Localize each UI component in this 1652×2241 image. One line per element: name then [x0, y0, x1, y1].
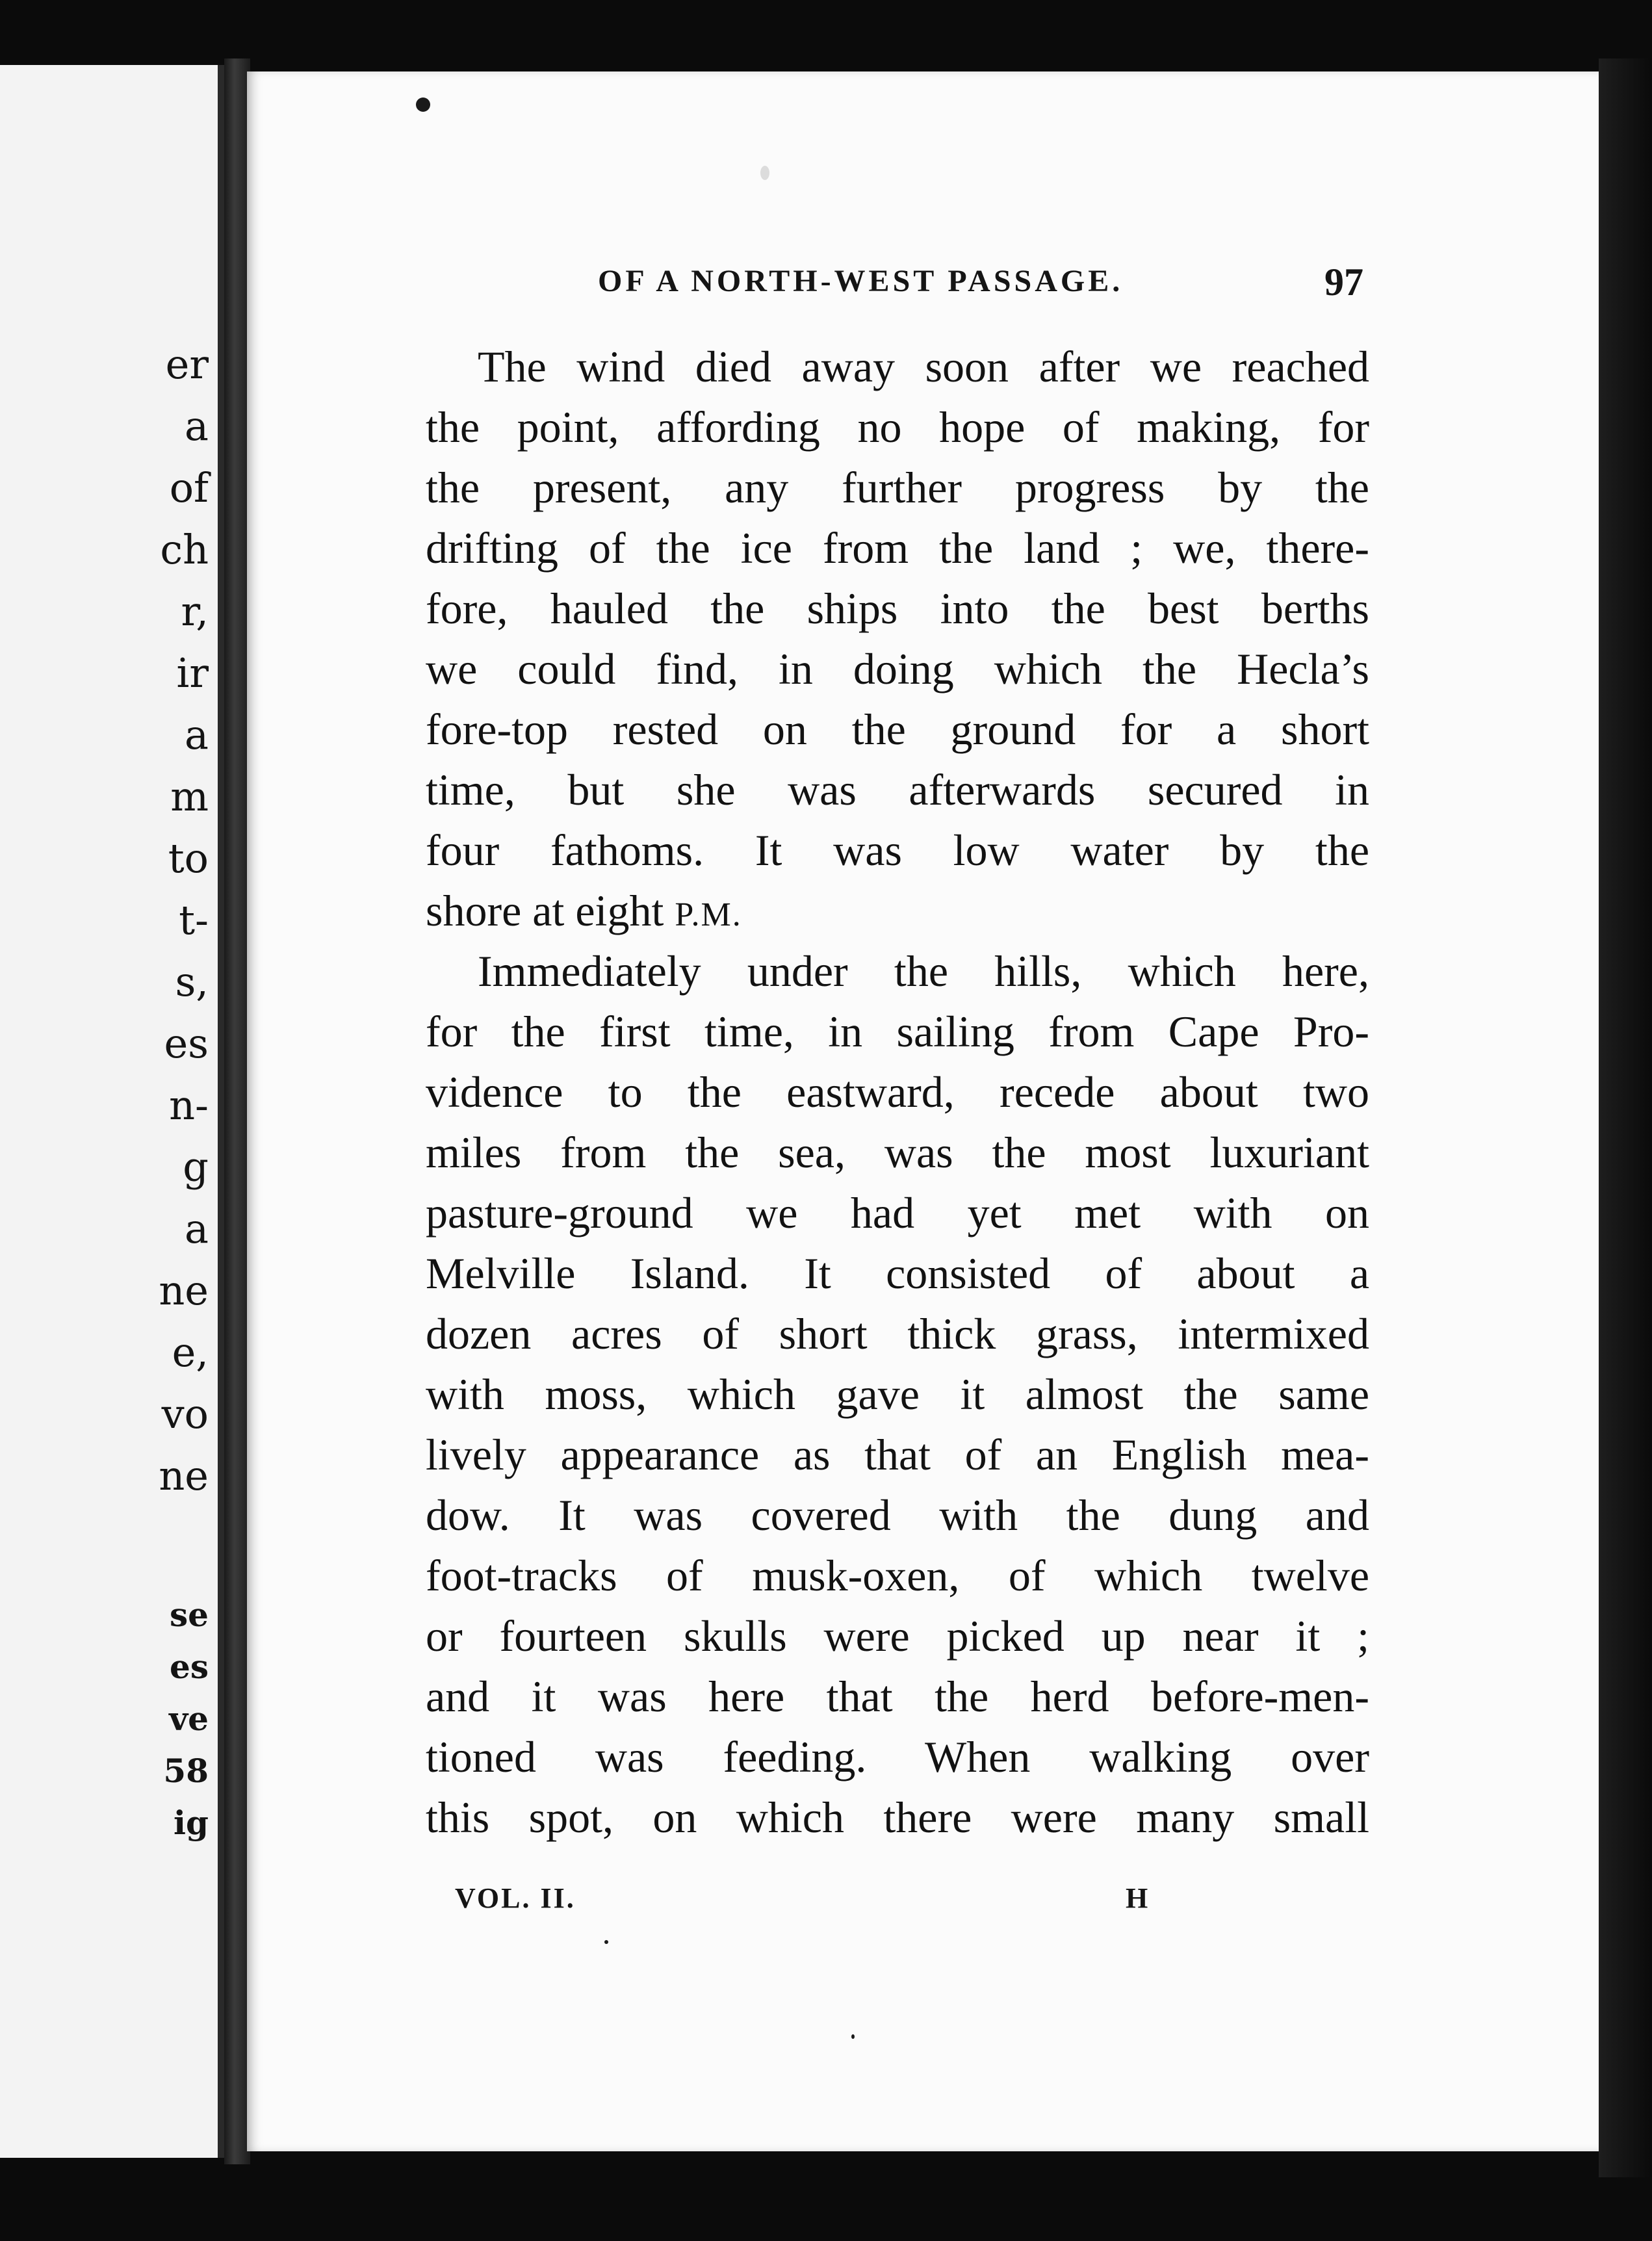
ink-speck [604, 1940, 608, 1944]
previous-page-fragment: ig [174, 1804, 209, 1842]
ink-speck [851, 2034, 855, 2039]
previous-page-fragment: g [183, 1143, 209, 1191]
time-abbreviation: P.M. [675, 896, 742, 933]
previous-page-fragment: ve [169, 1700, 209, 1738]
text-line: miles from the sea, was the most luxuriant [426, 1128, 1369, 1177]
previous-page-fragment: es [170, 1648, 209, 1686]
page-edge-shadow [1599, 58, 1652, 2177]
volume-footer: VOL. II. [455, 1882, 576, 1914]
text-line: this spot, on which there were many small [426, 1793, 1369, 1842]
previous-page-fragment: a [185, 711, 209, 758]
previous-page-fragment: a [185, 402, 209, 450]
text-line: drifting of the ice from the land ; we, there- [426, 523, 1369, 573]
text-line-with-time [426, 888, 1369, 933]
previous-page-fragment: of [169, 464, 209, 512]
text-line: time, but she was afterwards secured in [426, 765, 1369, 814]
text-line: we could find, in doing which the Hecla’s [426, 644, 1369, 693]
previous-page-fragment: s, [175, 958, 209, 1005]
previous-page-fragment: to [168, 835, 209, 882]
text-line: Immediately under the hills, which here, [478, 946, 1369, 996]
previous-page-fragment: ch [160, 526, 209, 573]
text-line: tioned was feeding. When walking over [426, 1732, 1369, 1781]
text-line: lively appearance as that of an English mea- [426, 1430, 1369, 1479]
text-line: fore, hauled the ships into the best berths [426, 584, 1369, 633]
signature-mark: H [1126, 1882, 1148, 1914]
text-line: and it was here that the herd before-men- [426, 1672, 1369, 1721]
text-line: fore-top rested on the ground for a short [426, 705, 1369, 754]
ink-speck [760, 166, 769, 180]
previous-page-fragment: vo [161, 1390, 209, 1438]
text-line: dow. It was covered with the dung and [426, 1490, 1369, 1540]
text-line: or fourteen skulls were picked up near it ; [426, 1611, 1369, 1661]
previous-page-fragment: n- [169, 1082, 209, 1129]
text-line: vidence to the eastward, recede about two [426, 1067, 1369, 1117]
running-head: OF A NORTH-WEST PASSAGE. [598, 264, 1124, 298]
text-line: The wind died away soon after we reached [478, 342, 1369, 391]
ink-speck [416, 97, 430, 112]
text-line: the point, affording no hope of making, for [426, 402, 1369, 452]
previous-page-edge [0, 65, 224, 2158]
book-gutter [224, 58, 250, 2164]
previous-page-fragment: m [170, 773, 209, 820]
previous-page-fragment: t- [179, 896, 209, 944]
text-line: for the first time, in sailing from Cape Pro- [426, 1007, 1369, 1056]
previous-page-fragment: ne [159, 1267, 209, 1314]
text-line: foot-tracks of musk-oxen, of which twelve [426, 1551, 1369, 1600]
previous-page-fragment: es [164, 1020, 209, 1067]
previous-page-fragment: r, [181, 588, 209, 635]
previous-page-fragment: ne [159, 1452, 209, 1499]
text-line: dozen acres of short thick grass, intermixed [426, 1309, 1369, 1358]
previous-page-fragment: er [165, 341, 209, 388]
text-line: the present, any further progress by the [426, 463, 1369, 512]
text-line: four fathoms. It was low water by the [426, 825, 1369, 875]
text-line: shore at eight [426, 886, 664, 935]
previous-page-fragment: se [170, 1596, 209, 1634]
text-line: Melville Island. It consisted of about a [426, 1249, 1369, 1298]
previous-page-fragment: 58 [163, 1752, 209, 1790]
text-line: pasture-ground we had yet met with on [426, 1188, 1369, 1237]
previous-page-fragment: ir [176, 649, 209, 697]
text-line: with moss, which gave it almost the same [426, 1369, 1369, 1419]
previous-page-fragment: a [185, 1205, 209, 1252]
previous-page-fragment: e, [172, 1328, 209, 1376]
page-number: 97 [1324, 261, 1363, 304]
